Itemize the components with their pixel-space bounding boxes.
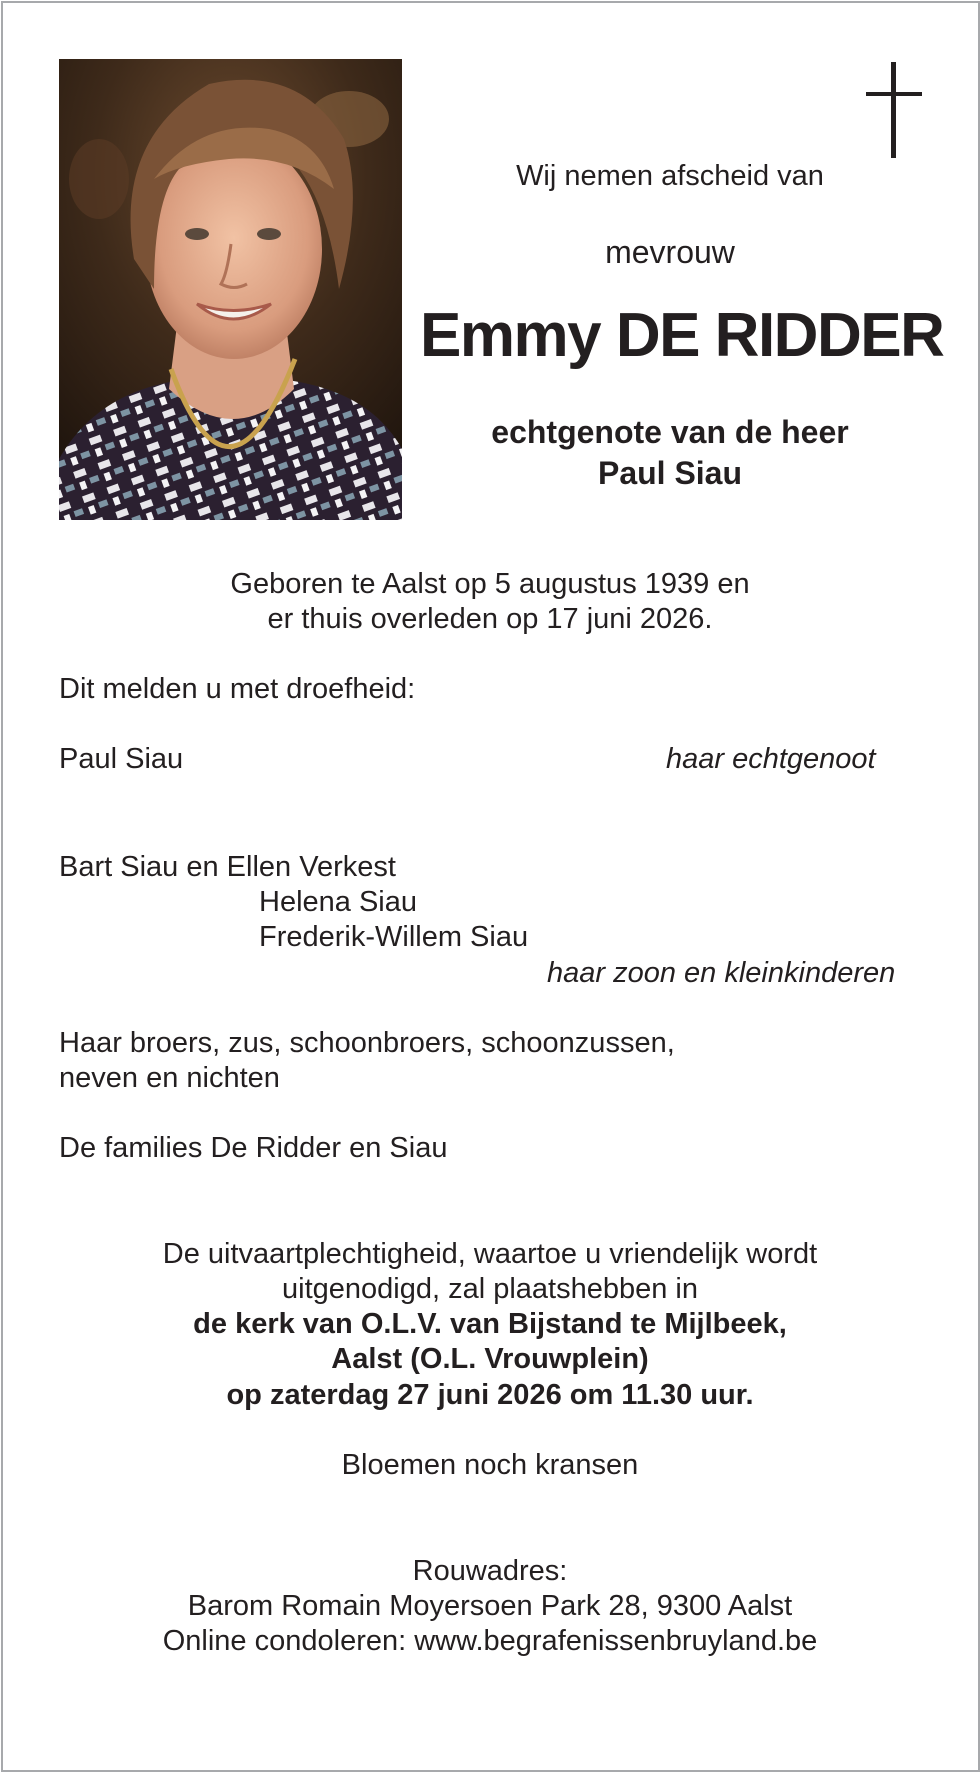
cross-horizontal-bar <box>866 92 922 96</box>
ceremony-line-1: De uitvaartplechtigheid, waartoe u vriendelijk wordt <box>162 1238 818 1270</box>
honorific: mevrouw <box>605 234 735 270</box>
ceremony-location-detail: Aalst (O.L. Vrouwplein) <box>331 1343 649 1375</box>
deceased-name: Emmy DE RIDDER <box>420 301 944 370</box>
address-label: Rouwadres: <box>412 1555 568 1587</box>
spouse-name: Paul Siau <box>597 455 743 491</box>
online-condolence: Online condoleren: www.begrafenissenbruyland.be <box>162 1625 818 1657</box>
husband-relation: haar echtgenoot <box>666 743 876 775</box>
announcement-intro: Dit melden u met droefheid: <box>59 673 416 705</box>
address-street: Barom Romain Moyersoen Park 28, 9300 Aalst <box>187 1590 793 1622</box>
latin-cross-icon <box>866 62 922 158</box>
cross-vertical-bar <box>891 62 896 158</box>
birth-line: Geboren te Aalst op 5 augustus 1939 en <box>230 568 750 600</box>
grandchild-2: Frederik-Willem Siau <box>259 921 529 953</box>
death-line: er thuis overleden op 17 juni 2026. <box>267 603 713 635</box>
flowers-note: Bloemen noch kransen <box>341 1449 639 1481</box>
ceremony-line-2: uitgenodigd, zal plaatshebben in <box>282 1273 698 1305</box>
ceremony-location: de kerk van O.L.V. van Bijstand te Mijlbeek, <box>193 1308 787 1340</box>
families-line: De families De Ridder en Siau <box>59 1132 448 1164</box>
husband-name: Paul Siau <box>59 743 184 775</box>
spouse-line: echtgenote van de heer <box>491 414 849 450</box>
grandchild-1: Helena Siau <box>259 886 417 918</box>
son-line: Bart Siau en Ellen Verkest <box>59 851 396 883</box>
intro-text: Wij nemen afscheid van <box>516 160 824 192</box>
siblings-line-2: neven en nichten <box>59 1062 280 1094</box>
siblings-line-1: Haar broers, zus, schoonbroers, schoonzussen, <box>59 1027 675 1059</box>
son-relation: haar zoon en kleinkinderen <box>547 957 896 989</box>
ceremony-datetime: op zaterdag 27 juni 2026 om 11.30 uur. <box>226 1379 754 1411</box>
portrait-photo <box>59 59 402 520</box>
